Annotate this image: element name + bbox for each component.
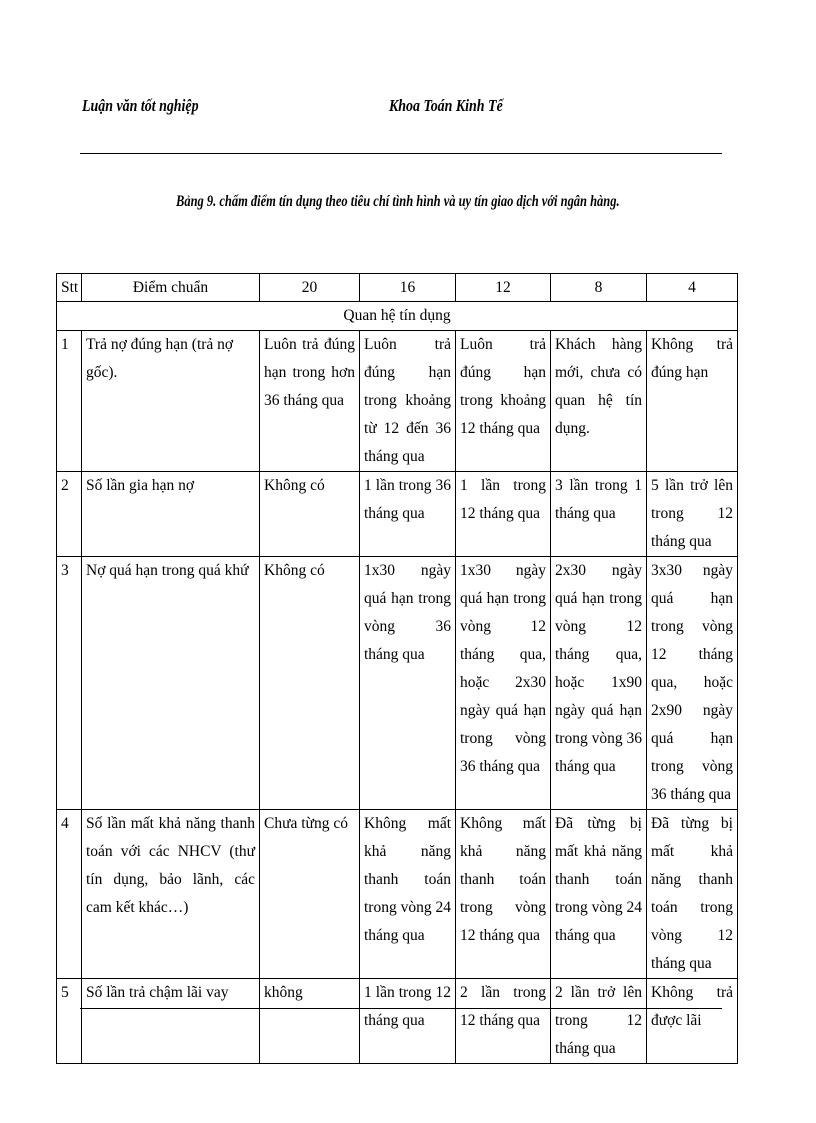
- row-score-12: 2 lần trong 12 tháng qua: [456, 979, 551, 1064]
- row-score-4: Không trả được lãi: [647, 979, 738, 1064]
- row-score-8: 2x30 ngày quá hạn trong vòng 12 tháng qua, hoặc 1x90 ngày quá hạn trong vòng 36 tháng qua: [551, 557, 647, 810]
- table-row: [57, 331, 738, 472]
- footer-divider: [80, 1008, 722, 1009]
- row-score-8: Khách hàng mới, chưa có quan hệ tín dụng.: [551, 331, 647, 472]
- row-score-12: Không mất khả năng thanh toán trong vòng 12 tháng qua: [456, 810, 551, 979]
- col-header-score-8: 8: [551, 274, 647, 302]
- row-stt: 3: [57, 557, 82, 810]
- table-header-row: [57, 274, 738, 302]
- row-score-16: Không mất khả năng thanh toán trong vòng 24 tháng qua: [360, 810, 456, 979]
- header-faculty-label: Khoa Toán Kinh Tế: [389, 96, 503, 115]
- credit-scoring-table: [56, 273, 738, 1064]
- row-stt: 1: [57, 331, 82, 472]
- table-caption: Bảng 9. chấm điểm tín dụng theo tiêu chí tình hình và uy tín giao dịch với ngân hàng.: [176, 193, 620, 210]
- row-score-20: Chưa từng có: [260, 810, 360, 979]
- group-title: Quan hệ tín dụng: [57, 302, 738, 331]
- row-criterion: Nợ quá hạn trong quá khứ: [82, 557, 260, 810]
- col-header-score-20: 20: [260, 274, 360, 302]
- row-criterion: Số lần gia hạn nợ: [82, 472, 260, 557]
- col-header-score-16: 16: [360, 274, 456, 302]
- row-stt: 4: [57, 810, 82, 979]
- row-score-16: 1x30 ngày quá hạn trong vòng 36 tháng qua: [360, 557, 456, 810]
- row-stt: 5: [57, 979, 82, 1064]
- row-score-16: 1 lần trong 36 tháng qua: [360, 472, 456, 557]
- row-score-8: 3 lần trong 1 tháng qua: [551, 472, 647, 557]
- row-stt: 2: [57, 472, 82, 557]
- row-score-12: 1 lần trong 12 tháng qua: [456, 472, 551, 557]
- row-score-12: 1x30 ngày quá hạn trong vòng 12 tháng qua, hoặc 2x30 ngày quá hạn trong vòng 36 tháng qua: [456, 557, 551, 810]
- table-row: [57, 557, 738, 810]
- col-header-score-4: 4: [647, 274, 738, 302]
- row-score-8: Đã từng bị mất khả năng thanh toán trong vòng 24 tháng qua: [551, 810, 647, 979]
- header-thesis-label: Luận văn tốt nghiệp: [82, 96, 199, 115]
- row-score-4: 5 lần trở lên trong 12 tháng qua: [647, 472, 738, 557]
- table-row: [57, 810, 738, 979]
- row-score-20: Luôn trả đúng hạn trong hơn 36 tháng qua: [260, 331, 360, 472]
- table-row: [57, 979, 738, 1064]
- row-score-4: Đã từng bị mất khả năng thanh toán trong vòng 12 tháng qua: [647, 810, 738, 979]
- table-row: [57, 472, 738, 557]
- row-score-20: không: [260, 979, 360, 1064]
- row-score-8: 2 lần trở lên trong 12 tháng qua: [551, 979, 647, 1064]
- row-score-4: 3x30 ngày quá hạn trong vòng 12 tháng qua, hoặc 2x90 ngày quá hạn trong vòng 36 tháng qua: [647, 557, 738, 810]
- row-criterion: Số lần mất khả năng thanh toán với các NHCV (thư tín dụng, bảo lãnh, các cam kết khác…): [82, 810, 260, 979]
- row-score-16: 1 lần trong 12 tháng qua: [360, 979, 456, 1064]
- col-header-criterion: Điểm chuẩn: [82, 274, 260, 302]
- group-row: [57, 302, 738, 331]
- row-score-16: Luôn trả đúng hạn trong khoảng từ 12 đến 36 tháng qua: [360, 331, 456, 472]
- row-score-12: Luôn trả đúng hạn trong khoảng 12 tháng qua: [456, 331, 551, 472]
- row-criterion: Số lần trả chậm lãi vay: [82, 979, 260, 1064]
- header-divider: [80, 153, 722, 154]
- row-criterion: Trả nợ đúng hạn (trả nợ gốc).: [82, 331, 260, 472]
- col-header-score-12: 12: [456, 274, 551, 302]
- row-score-4: Không trả đúng hạn: [647, 331, 738, 472]
- row-score-20: Không có: [260, 557, 360, 810]
- row-score-20: Không có: [260, 472, 360, 557]
- col-header-stt: Stt: [57, 274, 82, 302]
